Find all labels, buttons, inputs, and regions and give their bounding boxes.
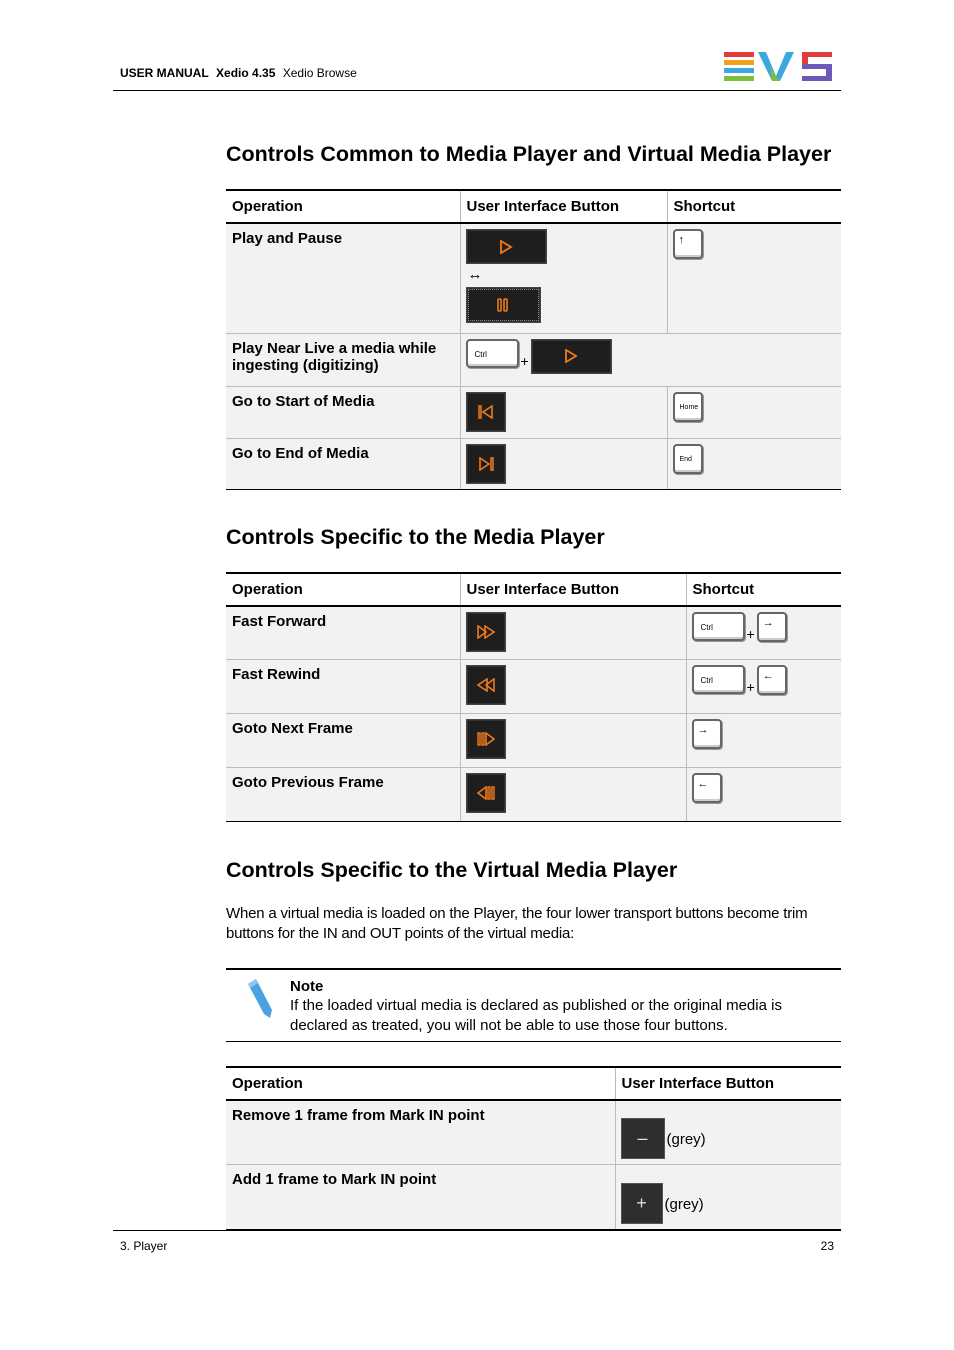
operation-cell: Go to Start of Media	[226, 386, 460, 438]
grey-label: (grey)	[664, 1196, 704, 1213]
left-arrow-key: ←	[692, 773, 722, 803]
section1-title: Controls Common to Media Player and Virtual Media Player	[226, 142, 832, 166]
ui-button-cell	[460, 606, 686, 659]
column-header-ui-button: User Interface Button	[460, 573, 686, 606]
header-title	[120, 66, 357, 80]
header-module: Xedio Browse	[282, 66, 357, 80]
play-icon	[564, 349, 578, 363]
virtual-player-controls-table	[226, 1066, 841, 1230]
fast-rewind-icon	[476, 678, 496, 692]
page-header	[113, 0, 841, 91]
shortcut-cell	[686, 659, 841, 713]
skip-to-start-icon	[478, 405, 494, 419]
next-frame-button-image	[466, 719, 506, 759]
ui-button-cell	[460, 386, 667, 438]
table-header-row	[226, 1067, 841, 1100]
table-header-row	[226, 190, 841, 223]
column-header-operation: Operation	[226, 573, 460, 606]
common-controls-table	[226, 189, 841, 490]
table-row	[226, 1100, 841, 1165]
play-button-image	[466, 229, 547, 264]
note-title: Note	[290, 978, 324, 995]
right-arrow-key: →	[757, 612, 787, 642]
ctrl-key: Ctrl	[466, 339, 519, 368]
grey-label: (grey)	[666, 1131, 706, 1148]
ui-button-cell	[460, 767, 686, 821]
pause-icon	[497, 298, 509, 312]
table-row	[226, 1165, 841, 1230]
table-row	[226, 659, 841, 713]
page-footer	[113, 1230, 841, 1260]
table-row	[226, 223, 841, 333]
ui-button-cell	[615, 1165, 841, 1230]
operation-cell: Play Near Live a media while ingesting (digitizing)	[226, 333, 460, 386]
end-key: End	[673, 444, 703, 474]
plus-sign: +	[746, 678, 755, 695]
operation-cell: Goto Previous Frame	[226, 767, 460, 821]
shortcut-cell	[667, 386, 841, 438]
go-to-end-button-image	[466, 444, 506, 484]
minus-button-image: –	[621, 1118, 665, 1159]
table-header-row	[226, 573, 841, 606]
home-key: Home	[673, 392, 703, 422]
pencil-icon	[244, 978, 276, 1018]
toggle-arrow: ↔	[467, 266, 483, 283]
column-header-shortcut: Shortcut	[667, 190, 841, 223]
column-header-ui-button: User Interface Button	[460, 190, 667, 223]
section3-paragraph: When a virtual media is loaded on the Player, the four lower transport buttons become trim buttons for the IN and OUT points of the virtual media:	[226, 905, 808, 942]
header-manual: USER MANUAL	[120, 66, 209, 80]
table-row	[226, 713, 841, 767]
shortcut-cell	[667, 438, 841, 489]
shortcut-cell	[686, 606, 841, 659]
skip-to-end-icon	[478, 457, 494, 471]
ui-button-cell	[460, 223, 667, 333]
left-arrow-key: ←	[757, 665, 787, 695]
table-row	[226, 606, 841, 659]
previous-frame-icon	[477, 786, 495, 800]
footer-chapter: 3. Player	[120, 1239, 168, 1253]
ctrl-key: Ctrl	[692, 612, 745, 641]
operation-cell: Go to End of Media	[226, 438, 460, 489]
column-header-operation: Operation	[226, 190, 460, 223]
note-box	[226, 968, 841, 1042]
note-text: If the loaded virtual media is declared as published or the original media is declared as treated, you will not be able to use those four buttons.	[290, 997, 782, 1034]
fast-forward-button-image	[466, 612, 506, 652]
play-icon	[499, 240, 513, 254]
fast-forward-icon	[476, 625, 496, 639]
previous-frame-button-image	[466, 773, 506, 813]
operation-cell: Remove 1 frame from Mark IN point	[226, 1100, 615, 1165]
ui-button-cell	[460, 713, 686, 767]
table-row	[226, 386, 841, 438]
play-button-image	[531, 339, 612, 374]
plus-button-image: +	[621, 1183, 663, 1224]
ui-button-cell	[460, 333, 841, 386]
operation-cell: Goto Next Frame	[226, 713, 460, 767]
table-row	[226, 438, 841, 489]
operation-cell: Fast Rewind	[226, 659, 460, 713]
section2-title: Controls Specific to the Media Player	[226, 525, 605, 549]
ui-button-cell	[460, 438, 667, 489]
table-row	[226, 767, 841, 821]
operation-cell: Play and Pause	[226, 223, 460, 333]
ctrl-key: Ctrl	[692, 665, 745, 694]
shortcut-cell	[686, 713, 841, 767]
table-row	[226, 333, 841, 386]
shortcut-cell	[667, 223, 841, 333]
pause-button-image	[466, 287, 541, 323]
ui-button-cell	[615, 1100, 841, 1165]
plus-sign: +	[520, 352, 529, 369]
shortcut-cell	[686, 767, 841, 821]
next-frame-icon	[477, 732, 495, 746]
header-product: Xedio 4.35	[216, 66, 276, 80]
column-header-shortcut: Shortcut	[686, 573, 841, 606]
operation-cell: Add 1 frame to Mark IN point	[226, 1165, 615, 1230]
column-header-ui-button: User Interface Button	[615, 1067, 841, 1100]
column-header-operation: Operation	[226, 1067, 615, 1100]
page-number: 23	[820, 1239, 834, 1253]
ui-button-cell	[460, 659, 686, 713]
up-arrow-key: ↑	[673, 229, 703, 259]
plus-sign: +	[746, 626, 755, 642]
section3-title: Controls Specific to the Virtual Media Player	[226, 858, 678, 882]
operation-cell: Fast Forward	[226, 606, 460, 659]
media-player-controls-table	[226, 572, 841, 822]
right-arrow-key: →	[692, 719, 722, 749]
go-to-start-button-image	[466, 392, 506, 432]
fast-rewind-button-image	[466, 665, 506, 705]
evs-logo	[724, 50, 834, 82]
